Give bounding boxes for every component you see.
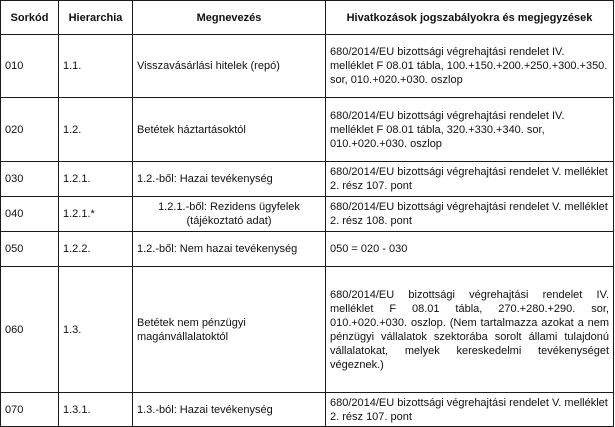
row-refs: 680/2014/EU bizottsági végrehajtási rendelet IV. melléklet F 08.01 tábla, 100.+150.+200.+250.+300.+350. sor, 010.+020.+030. oszlop — [326, 35, 614, 98]
row-name: Betétek nem pénzügyi magánvállalatoktól — [133, 267, 326, 393]
row-hierarchy: 1.2. — [59, 98, 133, 162]
table-row — [1, 267, 614, 393]
table-row — [1, 232, 614, 267]
row-hierarchy: 1.3. — [59, 267, 133, 393]
table-row — [1, 35, 614, 98]
row-hierarchy: 1.1. — [59, 35, 133, 98]
row-code: 070 — [1, 393, 59, 427]
row-refs: 050 = 020 - 030 — [326, 232, 614, 267]
table-row — [1, 393, 614, 427]
row-name: Betétek háztartásoktól — [133, 98, 326, 162]
row-code: 060 — [1, 267, 59, 393]
row-code: 050 — [1, 232, 59, 267]
header-name: Megnevezés — [133, 1, 326, 35]
row-name: Visszavásárlási hitelek (repó) — [133, 35, 326, 98]
header-refs: Hivatkozások jogszabályokra és megjegyzések — [326, 1, 614, 35]
row-hierarchy: 1.2.1.* — [59, 197, 133, 232]
row-name: 1.3.-ból: Hazai tevékenység — [133, 393, 326, 427]
row-code: 040 — [1, 197, 59, 232]
row-hierarchy: 1.3.1. — [59, 393, 133, 427]
table-header-row — [1, 1, 614, 35]
table-row — [1, 197, 614, 232]
row-refs: 680/2014/EU bizottsági végrehajtási rendelet V. melléklet 2. rész 107. pont — [326, 162, 614, 197]
row-refs: 680/2014/EU bizottsági végrehajtási rendelet V. melléklet 2. rész 107. pont — [326, 393, 614, 427]
row-name: 1.2.-ből: Nem hazai tevékenység — [133, 232, 326, 267]
table-row — [1, 162, 614, 197]
row-refs: 680/2014/EU bizottsági végrehajtási rendelet IV. melléklet F 08.01 tábla, 270.+280.+290. sor, 010.+020.+030. oszlop. (Nem tartalmazza azokat a nem pénzügyi vállalatok szektorába sorolt állami tulajdonú vállalatokat, melyek kereskedelmi tevékenységet végeznek.) — [326, 267, 614, 393]
row-hierarchy: 1.2.2. — [59, 232, 133, 267]
row-code: 010 — [1, 35, 59, 98]
row-code: 030 — [1, 162, 59, 197]
header-hierarchy: Hierarchia — [59, 1, 133, 35]
header-code: Sorkód — [1, 1, 59, 35]
row-code: 020 — [1, 98, 59, 162]
row-refs: 680/2014/EU bizottsági végrehajtási rendelet V. melléklet 2. rész 108. pont — [326, 197, 614, 232]
table-row — [1, 98, 614, 162]
row-hierarchy: 1.2.1. — [59, 162, 133, 197]
row-name: 1.2.-ből: Hazai tevékenység — [133, 162, 326, 197]
row-refs: 680/2014/EU bizottsági végrehajtási rendelet IV. melléklet F 08.01 tábla, 320.+330.+340. sor, 010.+020.+030. oszlop — [326, 98, 614, 162]
row-name: 1.2.1.-ből: Rezidens ügyfelek (tájékoztató adat) — [133, 197, 326, 232]
